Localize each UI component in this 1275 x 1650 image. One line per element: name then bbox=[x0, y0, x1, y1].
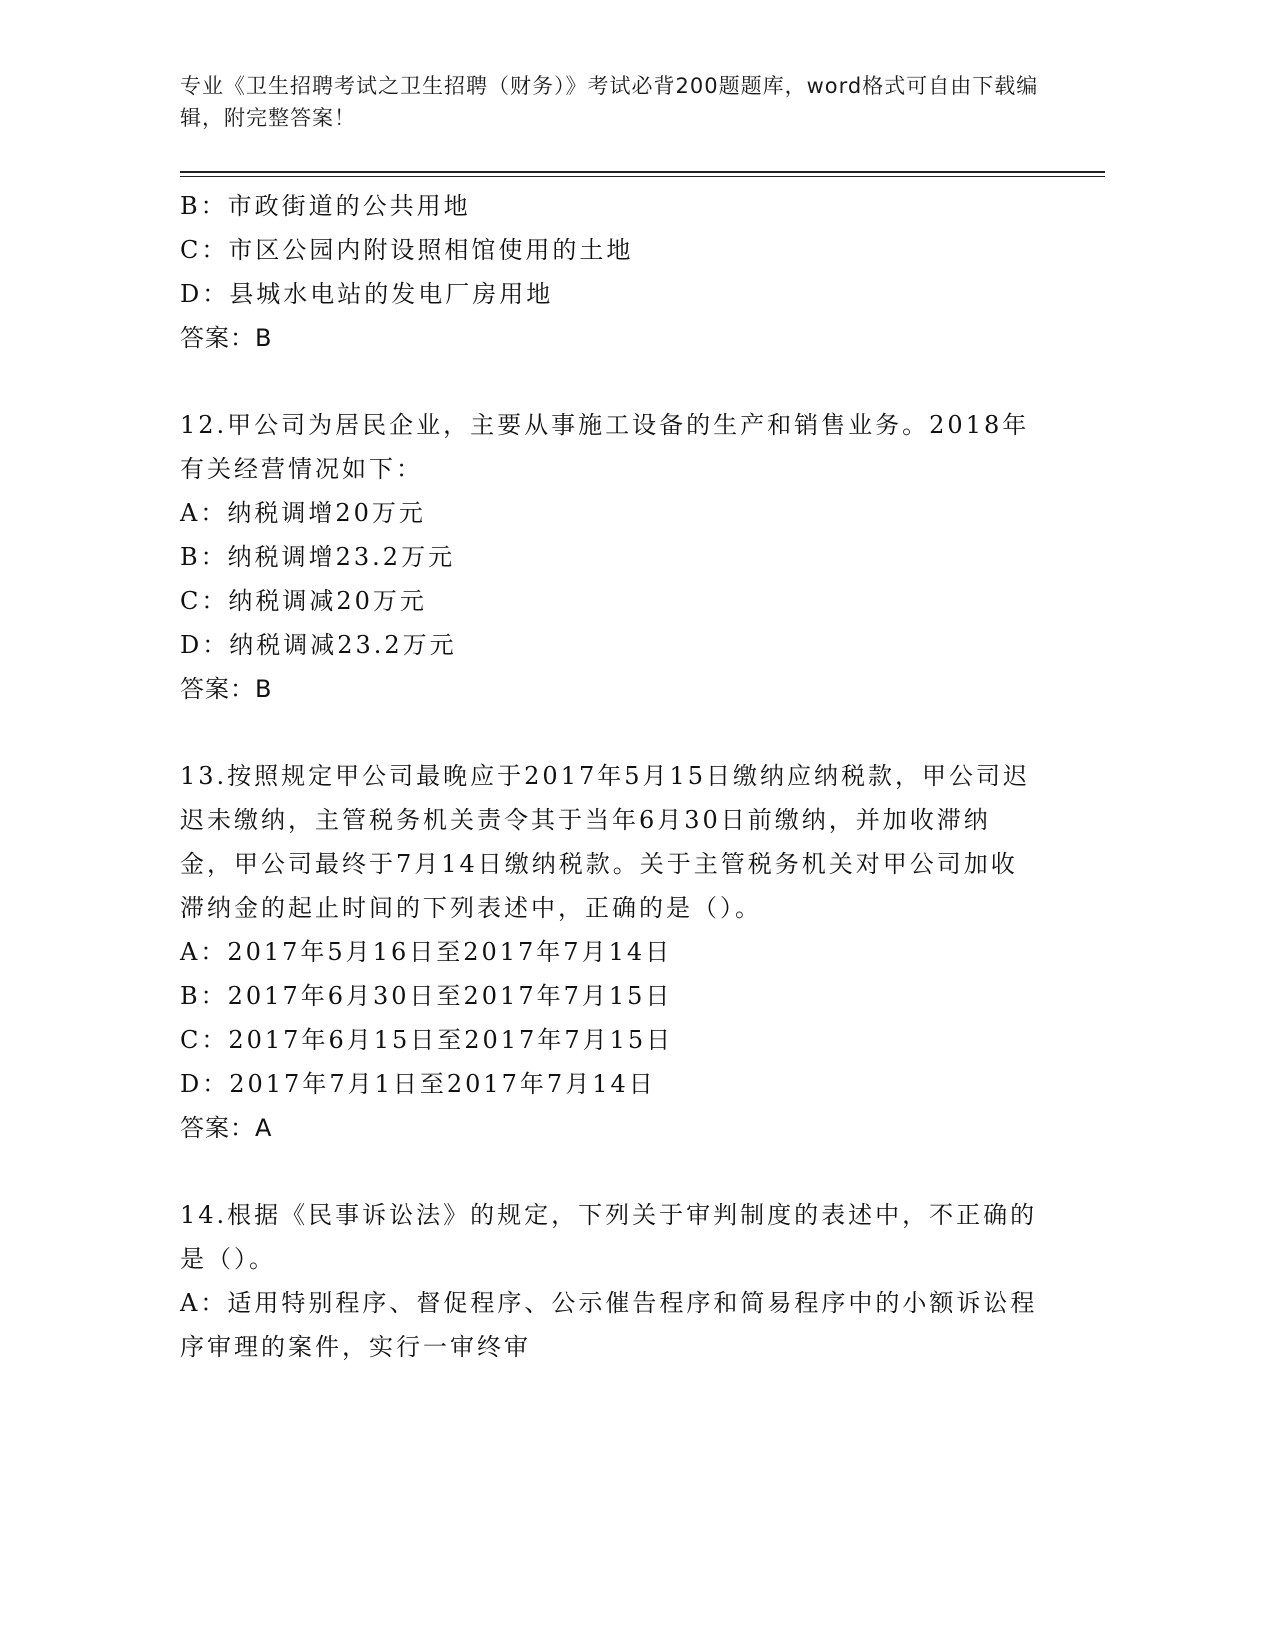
option-a: A：2017年5月16日至2017年7月14日 bbox=[180, 938, 673, 966]
option-b: B：纳税调增23.2万元 bbox=[180, 543, 456, 571]
option-b: B：市政街道的公共用地 bbox=[180, 192, 471, 220]
question-11-continued bbox=[180, 184, 1040, 360]
question-14 bbox=[180, 1193, 1040, 1369]
option-d: D：县城水电站的发电厂房用地 bbox=[180, 280, 554, 308]
page-header: 专业《卫生招聘考试之卫生招聘（财务）》考试必背200题题库，word格式可自由下载编辑，附完整答案！ bbox=[180, 74, 1039, 130]
document-body bbox=[180, 184, 1040, 1369]
option-c: C：纳税调减20万元 bbox=[180, 587, 427, 615]
header-divider-thin bbox=[180, 176, 1105, 177]
answer: 答案：A bbox=[180, 1114, 273, 1142]
option-d: D：2017年7月1日至2017年7月14日 bbox=[180, 1070, 656, 1098]
answer: 答案：B bbox=[180, 324, 273, 352]
header-divider bbox=[180, 171, 1105, 173]
option-c: C：市区公园内附设照相馆使用的土地 bbox=[180, 236, 634, 264]
option-a: A：适用特别程序、督促程序、公示催告程序和简易程序中的小额诉讼程序审理的案件，实行一审终审 bbox=[180, 1289, 1038, 1361]
question-12 bbox=[180, 403, 1040, 711]
question-text: 12.甲公司为居民企业，主要从事施工设备的生产和销售业务。2018年有关经营情况如下： bbox=[180, 411, 1030, 483]
option-b: B：2017年6月30日至2017年7月15日 bbox=[180, 982, 673, 1010]
option-a: A：纳税调增20万元 bbox=[180, 499, 426, 527]
answer: 答案：B bbox=[180, 675, 273, 703]
question-13 bbox=[180, 754, 1040, 1150]
option-d: D：纳税调减23.2万元 bbox=[180, 631, 457, 659]
option-c: C：2017年6月15日至2017年7月15日 bbox=[180, 1026, 674, 1054]
question-text: 14.根据《民事诉讼法》的规定，下列关于审判制度的表述中，不正确的是（）。 bbox=[180, 1201, 1038, 1273]
question-text: 13.按照规定甲公司最晚应于2017年5月15日缴纳应纳税款，甲公司迟迟未缴纳，主管税务机关责令其于当年6月30日前缴纳，并加收滞纳金，甲公司最终于7月14日缴纳税款。关于主管税务机关对甲公司加收滞纳金的起止时间的下列表述中，正确的是（）。 bbox=[180, 762, 1031, 922]
